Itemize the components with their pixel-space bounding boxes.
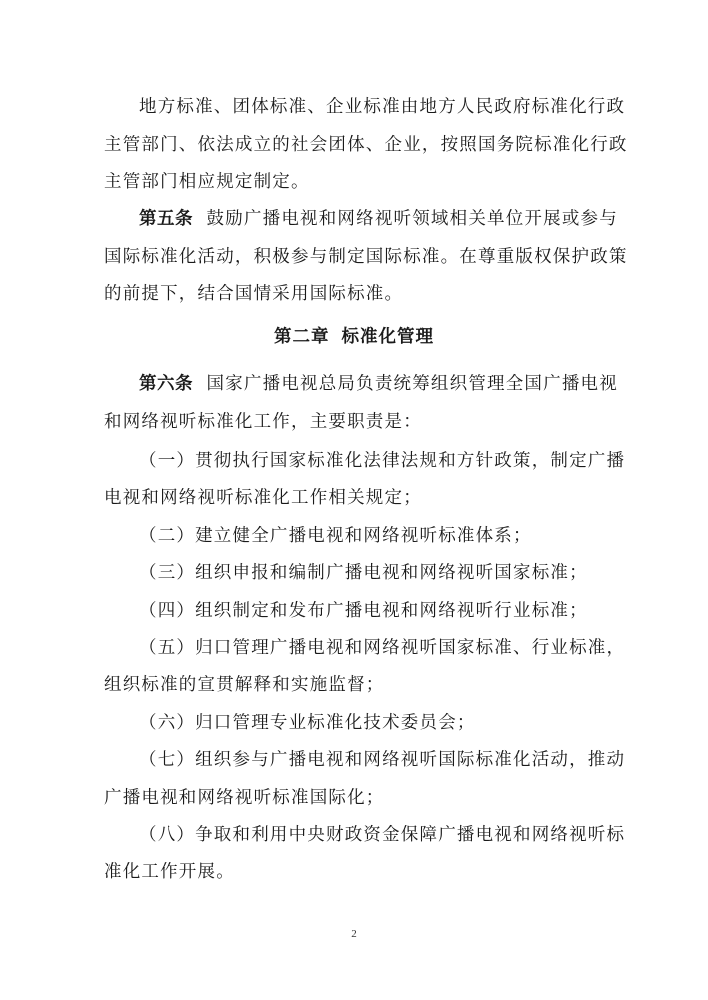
list-item: （六）归口管理专业标准化技术委员会；	[139, 713, 476, 733]
article-6-text: 国家广播电视总局负责统筹组织管理全国广播电视	[206, 374, 618, 394]
paragraph-line: 主管部门相应规定制定。	[104, 172, 310, 192]
article-6-label: 第六条	[139, 374, 193, 394]
list-item: （三）组织申报和编制广播电视和网络视听国家标准；	[139, 563, 588, 583]
paragraph-line: 和网络视听标准化工作，主要职责是：	[104, 412, 422, 432]
chapter-title: 标准化管理	[341, 327, 434, 347]
list-item-continuation: 广播电视和网络视听标准国际化；	[104, 788, 385, 808]
article-5-text: 鼓励广播电视和网络视听领域相关单位开展或参与	[206, 209, 618, 229]
paragraph-line: 主管部门、依法成立的社会团体、企业，按照国务院标准化行政	[104, 135, 628, 155]
paragraph-line: 的前提下，结合国情采用国际标准。	[104, 284, 404, 304]
list-item: （八）争取和利用中央财政资金保障广播电视和网络视听标	[139, 825, 626, 845]
chapter-number: 第二章	[274, 327, 330, 347]
list-item-continuation: 组织标准的宣贯解释和实施监督；	[104, 675, 385, 695]
page-number: 2	[351, 928, 357, 940]
paragraph-line: 国际标准化活动，积极参与制定国际标准。在尊重版权保护政策	[104, 247, 628, 267]
list-item: （二）建立健全广播电视和网络视听标准体系；	[139, 526, 532, 546]
article-5-first-line	[139, 207, 659, 231]
list-item: （四）组织制定和发布广播电视和网络视听行业标准；	[139, 601, 588, 621]
article-6-first-line	[139, 372, 659, 396]
article-5-label: 第五条	[139, 209, 193, 229]
list-item: （五）归口管理广播电视和网络视听国家标准、行业标准，	[139, 638, 626, 658]
list-item: （一）贯彻执行国家标准化法律法规和方针政策，制定广播	[139, 451, 626, 471]
paragraph-line: 地方标准、团体标准、企业标准由地方人民政府标准化行政	[139, 97, 626, 117]
list-item-continuation: 电视和网络视听标准化工作相关规定；	[104, 488, 422, 508]
list-item: （七）组织参与广播电视和网络视听国际标准化活动，推动	[139, 750, 626, 770]
list-item-continuation: 准化工作开展。	[104, 862, 235, 882]
chapter-heading	[0, 325, 708, 349]
